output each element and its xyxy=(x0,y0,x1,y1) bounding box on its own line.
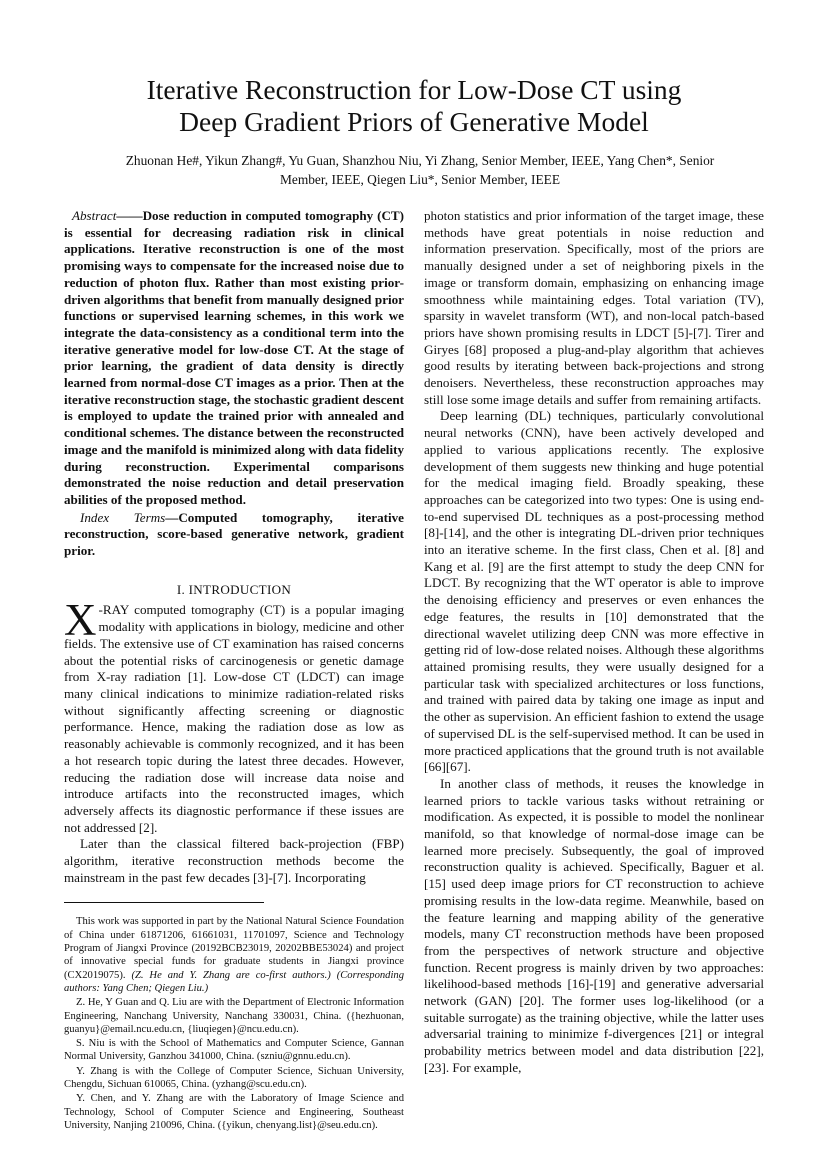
index-terms-text: —Computed tomography, iterative reconstruction, score-based generative network, gradient prior. xyxy=(64,509,404,559)
footnote-funding-italic: (Z. He and Y. Zhang are co-first authors.) (Corresponding authors: Yang Chen; Qiegen Liu.) xyxy=(64,969,404,994)
author-list xyxy=(110,151,730,189)
abstract-lead: Abstract xyxy=(72,208,117,223)
footnote-funding-text: This work was supported in part by the National Natural Science Foundation of China under 61871206, 61661031, 11701097, Science and Technology Program of Jiangxi Province (20192BCB23019, 20202BBE53024) and project of innovative special funds for graduate students in Jiangxi province (CX2019075). xyxy=(64,916,404,981)
index-terms-lead: Index Terms xyxy=(80,509,166,525)
footnote-affiliation-1: Z. He, Y Guan and Q. Liu are with the Department of Electronic Information Engineering, Nanchang University, Nanchang 330031, China. ({hezhuonan, guanyu}@email.ncu.edu.cn, {liuqiegen}@ncu.edu.cn). xyxy=(64,997,404,1035)
footnote-funding xyxy=(64,915,404,995)
right-paragraph-2: Deep learning (DL) techniques, particularly convolutional neural networks (CNN), have been actively developed and applied to various applications recently. The explosive development of them suggests new thinking and huge potential for the medical imaging field. Broadly speaking, these approaches can be categorized into two types: One is using end-to-end supervised DL techniques as a post-processing method [8]-[14], and the other is integrating DL-driven prior techniques into an iterative scheme. In the first class, Chen et al. [8] and Kang et al. [9] are the first attempt to study the deep CNN for LDCT. By recognizing that the WT operator is able to improve the denoising efficiency and preserves or even enhances the edge features, the results in [10] demonstrated that the directional wavelet utilizing deep CNN was more effective in getting rid of low-dose related noises. Although these algorithms attained promising results, they were usually designed for a particular task with specialized architectures or loss functions, and trained with paired data by taking one image as input and the other as supervision. An efficient fashion to extend the usage of supervised DL is the self-supervised method. It can be used in more practiced applications that the ground truth is not available [66][67]. xyxy=(424,408,764,775)
authors-line-1: Zhuonan He#, Yikun Zhang#, Yu Guan, Shanzhou Niu, Yi Zhang, Senior Member, IEEE, Yang Chen*, Senior xyxy=(125,153,715,168)
section-heading-introduction: I. INTRODUCTION xyxy=(176,581,292,597)
title-line-1: Iterative Reconstruction for Low-Dose CT using xyxy=(146,74,682,105)
intro-paragraph-1-text: -RAY computed tomography (CT) is a popular imaging modality with applications in biology, medicine and other fields. The extensive use of CT examination has raised concerns about the potential risks of carcinogenesis or genetic damage from X-ray radiation [1]. Low-dose CT (LDCT) can image many clinical indications to minimize radiation-related risks without significantly affecting screening or diagnostic performance. Hence, making the radiation dose as low as reasonably achievable is commonly recognized, and it has been a hot research topic during the latest three decades. However, reducing the radiation dose will increase data noise and introduce artifacts into the reconstructed images, which adversely affects its diagnostic performance if these issues are not addressed [2]. xyxy=(64,602,404,835)
right-column xyxy=(424,208,764,1077)
abstract-text: ——Dose reduction in computed tomography (CT) is essential for decreasing radiation risk in clinical applications. Iterative reconstruction is one of the most promising ways to compensate for the increased noise due to reduction of photon flux. Rather than most existing prior-driven algorithms that benefit from manually designed prior functions or supervised learning schemes, in this work we integrate the data-consistency as a conditional term into the iterative generative model for low-dose CT. At the stage of prior learning, the gradient of data density is directly learned from normal-dose CT images as a prior. Then at the iterative reconstruction stage, the stochastic gradient descent is employed to update the trained prior with annealed and conditional schemes. The distance between the reconstructed image and the manifold is minimized along with data fidelity during reconstruction. Experimental comparisons demonstrated the noise reduction and detail preservation abilities of the proposed method. xyxy=(64,208,404,507)
title-line-2: Deep Gradient Priors of Generative Model xyxy=(179,106,649,137)
intro-paragraph-1 xyxy=(64,595,404,836)
index-terms xyxy=(64,510,404,560)
left-column xyxy=(64,208,404,1133)
footnote-affiliation-3: Y. Zhang is with the College of Computer Science, Sichuan University, Chengdu, Sichuan 610065, China. (yzhang@scu.edu.cn). xyxy=(64,1065,404,1090)
right-paragraph-1: photon statistics and prior information of the target image, these methods have great potentials in noise reduction and information preservation. Specifically, most of the priors are manually designed under a set of neighboring pixels in the image or transform domain, emphasizing on enhancing image smoothness while maintaining edges. Total variation (TV), sparsity in wavelet transform (WT), and non-local patch-based priors have shown promising results in LDCT [5]-[7]. Tirer and Giryes [68] proposed a plug-and-play algorithm that achieves good results by iterating between back-projections and strong denoisers. Nevertheless, these reconstruction approaches may still lose some image details and suffer from remaining artifacts. xyxy=(424,208,764,407)
abstract xyxy=(64,208,404,509)
authors-line-2: Member, IEEE, Qiegen Liu*, Senior Member, IEEE xyxy=(279,172,561,187)
right-paragraph-3: In another class of methods, it reuses the knowledge in learned priors to tackle various tasks without retraining or modification. As expected, it is possible to model the nonlinear manifold, so that knowledge of normal-dose image can be learned more precisely. Subsequently, the goal of improved reconstruction quality is achieved. Specifically, Baguer et al. [15] used deep image priors for CT reconstruction to achieve promising results in the low-data regime. Meanwhile, based on the feature learning and mapping ability of the generative models, many CT reconstruction methods have been proposed from the perspectives of network structure and objective function. Recent progress is mainly driven by two approaches: likelihood-based methods [16]-[19] and generative adversarial network (GAN) [20]. The former uses log-likelihood (or a suitable surrogate) as the training objective, while the latter uses adversarial training to minimize f-divergences [21] or integral probability metrics between model and data distribution [22], [23]. For example, xyxy=(424,775,764,1075)
intro-paragraph-2: Later than the classical filtered back-projection (FBP) algorithm, iterative reconstruction methods become the mainstream in the past few decades [3]-[7]. Incorporating xyxy=(64,836,404,885)
paper-title xyxy=(0,74,828,138)
footnote-divider xyxy=(64,902,264,903)
footnote-affiliation-2: S. Niu is with the School of Mathematics and Computer Science, Gannan Normal University, Ganzhou 341000, China. (szniu@gnnu.edu.cn). xyxy=(64,1038,404,1063)
footnote-affiliation-4: Y. Chen, and Y. Zhang are with the Laboratory of Image Science and Technology, School of Computer Science and Engineering, Southeast University, Nanjing 210096, China. ({yikun, chenyang.list}@seu.edu.cn). xyxy=(64,1093,404,1131)
drop-cap: X xyxy=(64,595,97,646)
